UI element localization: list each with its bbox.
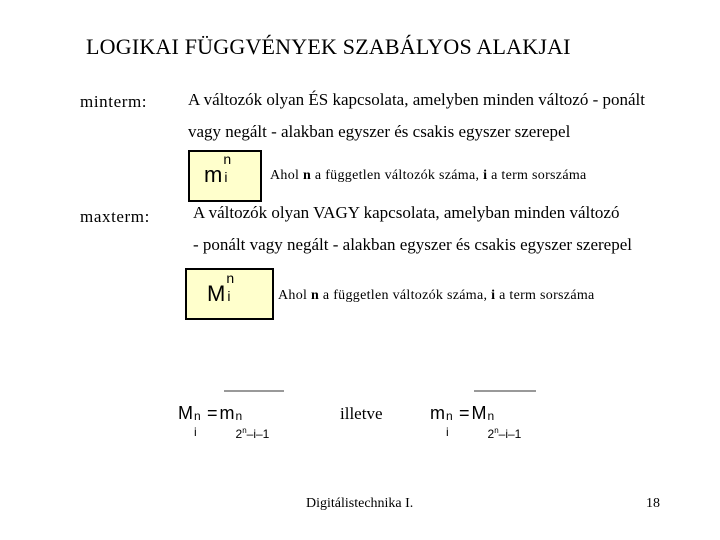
maxterm-symbol-box — [185, 268, 274, 320]
maxterm-note — [278, 288, 595, 304]
formula-right-lhs-sup: n — [446, 409, 453, 423]
formula-left-lhs-sup: n — [194, 409, 201, 423]
minterm-note — [270, 168, 587, 184]
formula-right-rhs-sub — [488, 428, 522, 440]
formula-right-rhs-sup: n — [487, 409, 495, 423]
minterm-note-text-2: a független változók száma, — [311, 168, 484, 183]
formula-left-lhs-sub: i — [194, 425, 197, 439]
formula-left-rhs-sub — [236, 428, 270, 440]
maxterm-symbol-sub: i — [227, 288, 231, 304]
minterm-note-n: n — [303, 168, 312, 183]
formula-right-rhs-base: M — [471, 403, 487, 423]
formula-left-lhs-base: M — [178, 403, 193, 423]
minterm-note-text-1: Ahol — [270, 168, 303, 183]
formula-left — [178, 403, 285, 441]
maxterm-note-text-2: a független változók száma, — [319, 288, 492, 303]
maxterm-note-text-3: a term sorszáma — [495, 288, 595, 303]
formula-right — [430, 403, 537, 441]
minterm-symbol-base: m — [204, 162, 223, 187]
connector-text: illetve — [340, 404, 383, 423]
minterm-symbol — [204, 151, 232, 187]
minterm-definition-line2: vagy negált - alakban egyszer és csakis egyszer szerepel — [188, 122, 571, 141]
formula-left-rhs-base: m — [219, 403, 235, 423]
formula-right-equals: = — [459, 403, 470, 423]
formula-right-rhs-sub-base: 2 — [487, 427, 495, 441]
formula-left-rhs-sub-base: 2 — [235, 427, 243, 441]
maxterm-symbol-base: M — [207, 281, 226, 306]
maxterm-label: maxterm: — [80, 207, 150, 226]
formula-left-equals: = — [207, 403, 218, 423]
page-number: 18 — [646, 496, 660, 511]
formula-right-rhs-sub-exp: n — [494, 426, 499, 435]
minterm-symbol-box — [188, 150, 262, 202]
page-title: LOGIKAI FÜGGVÉNYEK SZABÁLYOS ALAKJAI — [86, 34, 571, 59]
maxterm-definition-line2: - ponált vagy negált - alakban egyszer és csakis egyszer szerepel — [193, 235, 632, 254]
minterm-note-text-3: a term sorszáma — [487, 168, 587, 183]
minterm-symbol-sub: i — [224, 169, 228, 185]
maxterm-note-n: n — [311, 288, 320, 303]
maxterm-symbol — [207, 270, 235, 306]
formula-right-rhs-sub-tail: –i–1 — [498, 427, 522, 441]
minterm-label: minterm: — [80, 92, 148, 111]
maxterm-note-i: i — [491, 288, 496, 303]
formula-left-overline — [224, 390, 284, 392]
minterm-note-i: i — [483, 168, 488, 183]
maxterm-note-text-1: Ahol — [278, 288, 311, 303]
formula-right-lhs-base: m — [430, 403, 445, 423]
maxterm-definition-line1: A változók olyan VAGY kapcsolata, amelyban minden változó — [193, 203, 620, 222]
formula-left-rhs-sub-exp: n — [242, 426, 247, 435]
maxterm-symbol-sup: n — [226, 270, 235, 286]
formula-right-overline — [474, 390, 536, 392]
minterm-definition-line1: A változók olyan ÉS kapcsolata, amelyben minden változó - ponált — [188, 90, 645, 109]
footer-course-title: Digitálistechnika I. — [306, 496, 414, 511]
formula-right-lhs-sub: i — [446, 425, 449, 439]
formula-left-rhs-sub-tail: –i–1 — [246, 427, 270, 441]
formula-left-rhs-sup: n — [235, 409, 243, 423]
minterm-symbol-sup: n — [223, 151, 232, 167]
